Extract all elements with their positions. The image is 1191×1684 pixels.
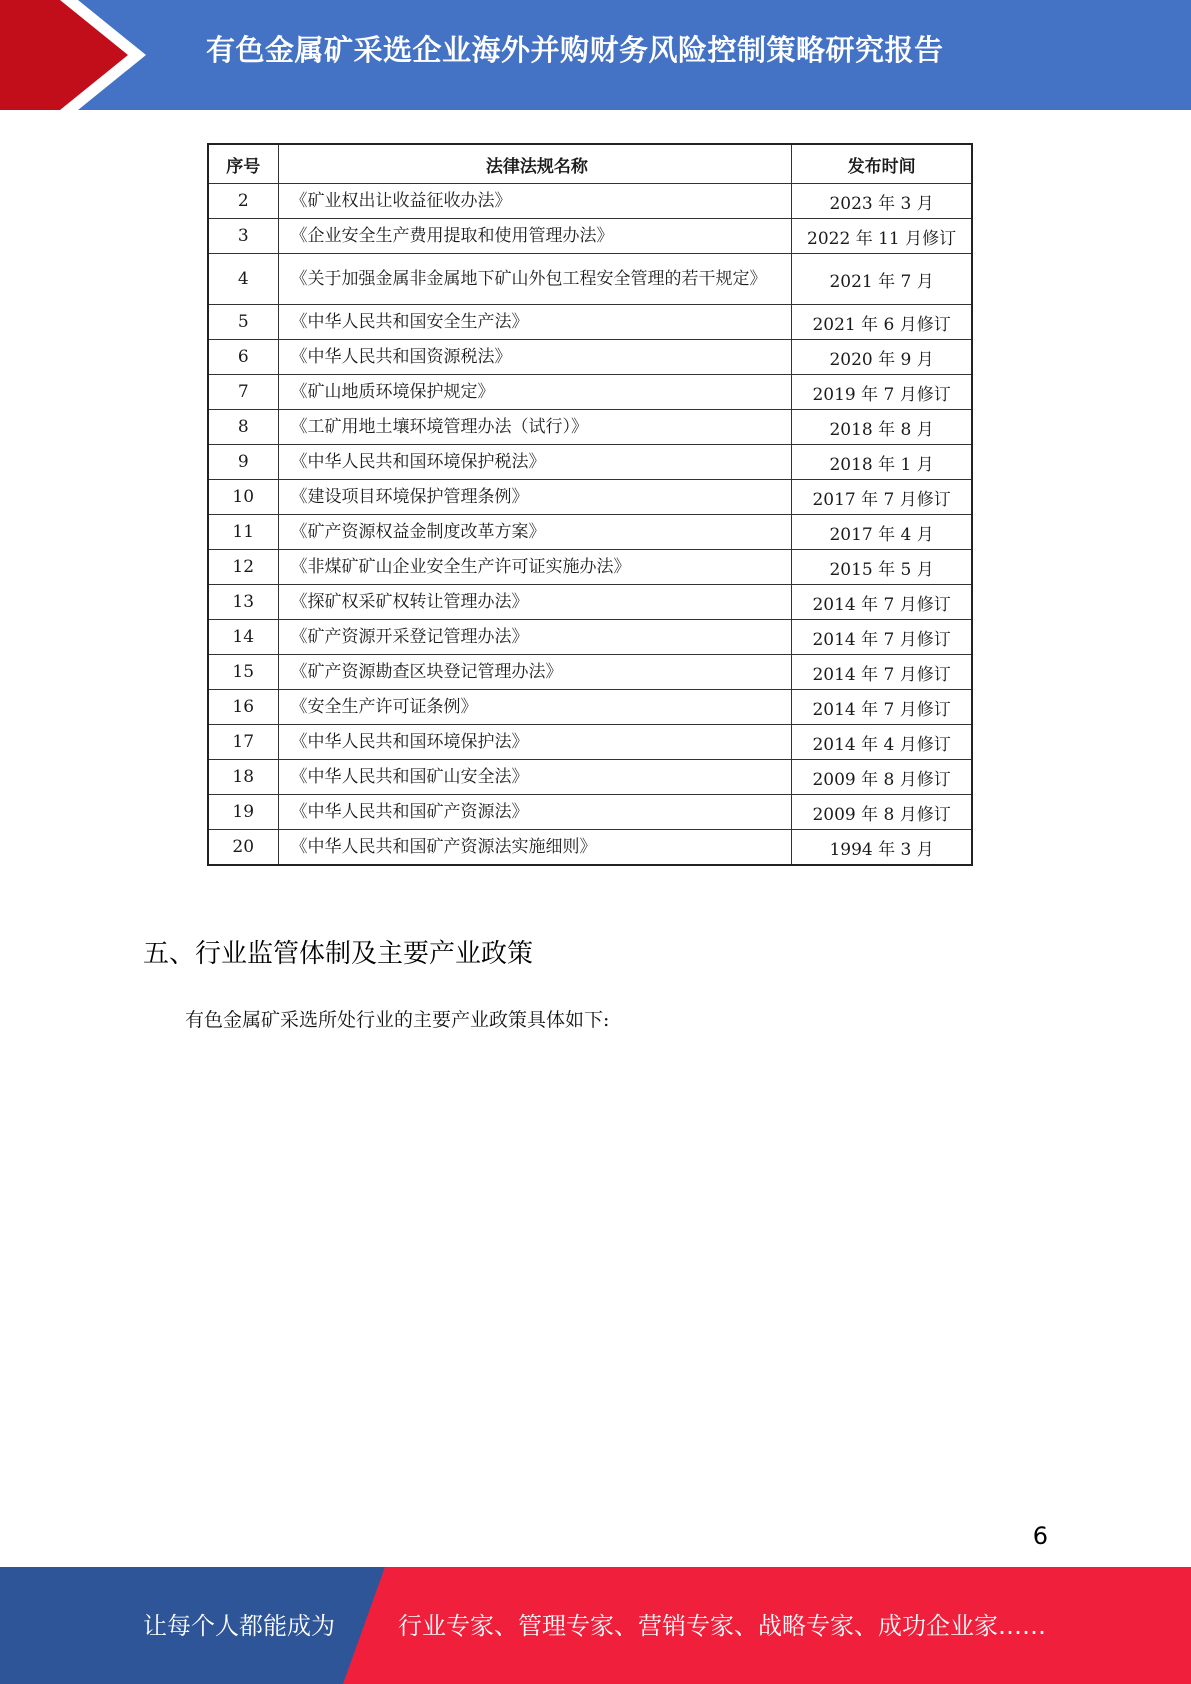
cell-serial-number: 3 bbox=[208, 219, 278, 254]
cell-serial-number: 2 bbox=[208, 184, 278, 219]
table-row bbox=[208, 254, 972, 305]
table-header-row bbox=[208, 144, 972, 184]
table-row bbox=[208, 830, 972, 866]
cell-regulation-name: 《企业安全生产费用提取和使用管理办法》 bbox=[278, 219, 792, 254]
table-row bbox=[208, 219, 972, 254]
table-row bbox=[208, 445, 972, 480]
table-row bbox=[208, 184, 972, 219]
cell-regulation-name: 《矿产资源开采登记管理办法》 bbox=[278, 620, 792, 655]
page-number: 6 bbox=[1032, 1522, 1048, 1550]
cell-publish-date: 2014 年 7 月修订 bbox=[792, 690, 972, 725]
cell-regulation-name: 《矿山地质环境保护规定》 bbox=[278, 375, 792, 410]
cell-regulation-name: 《探矿权采矿权转让管理办法》 bbox=[278, 585, 792, 620]
cell-regulation-name: 《中华人民共和国矿产资源法实施细则》 bbox=[278, 830, 792, 866]
cell-publish-date: 2009 年 8 月修订 bbox=[792, 760, 972, 795]
cell-serial-number: 20 bbox=[208, 830, 278, 866]
cell-serial-number: 8 bbox=[208, 410, 278, 445]
table-row bbox=[208, 550, 972, 585]
cell-publish-date: 2017 年 7 月修订 bbox=[792, 480, 972, 515]
header-regulation-name: 法律法规名称 bbox=[278, 144, 792, 184]
table-row bbox=[208, 515, 972, 550]
regulations-table bbox=[207, 143, 973, 866]
cell-publish-date: 2014 年 7 月修订 bbox=[792, 620, 972, 655]
cell-serial-number: 9 bbox=[208, 445, 278, 480]
table-row bbox=[208, 620, 972, 655]
table-row bbox=[208, 375, 972, 410]
table-row bbox=[208, 795, 972, 830]
cell-regulation-name: 《矿产资源勘查区块登记管理办法》 bbox=[278, 655, 792, 690]
cell-publish-date: 2019 年 7 月修订 bbox=[792, 375, 972, 410]
header-red-arrow bbox=[0, 0, 140, 110]
cell-serial-number: 19 bbox=[208, 795, 278, 830]
cell-regulation-name: 《中华人民共和国矿山安全法》 bbox=[278, 760, 792, 795]
cell-regulation-name: 《矿产资源权益金制度改革方案》 bbox=[278, 515, 792, 550]
cell-publish-date: 2021 年 7 月 bbox=[792, 254, 972, 305]
cell-regulation-name: 《矿业权出让收益征收办法》 bbox=[278, 184, 792, 219]
table-row bbox=[208, 690, 972, 725]
table-row bbox=[208, 410, 972, 445]
cell-serial-number: 18 bbox=[208, 760, 278, 795]
cell-serial-number: 7 bbox=[208, 375, 278, 410]
footer-slogan-right: 行业专家、管理专家、营销专家、战略专家、成功企业家…… bbox=[398, 1612, 1046, 1640]
cell-regulation-name: 《建设项目环境保护管理条例》 bbox=[278, 480, 792, 515]
cell-publish-date: 1994 年 3 月 bbox=[792, 830, 972, 866]
cell-regulation-name: 《中华人民共和国环境保护税法》 bbox=[278, 445, 792, 480]
table-body bbox=[208, 184, 972, 866]
cell-regulation-name: 《中华人民共和国资源税法》 bbox=[278, 340, 792, 375]
cell-publish-date: 2014 年 7 月修订 bbox=[792, 655, 972, 690]
cell-serial-number: 6 bbox=[208, 340, 278, 375]
table-row bbox=[208, 655, 972, 690]
cell-publish-date: 2015 年 5 月 bbox=[792, 550, 972, 585]
report-title: 有色金属矿采选企业海外并购财务风险控制策略研究报告 bbox=[206, 33, 944, 67]
cell-publish-date: 2009 年 8 月修订 bbox=[792, 795, 972, 830]
cell-publish-date: 2020 年 9 月 bbox=[792, 340, 972, 375]
cell-serial-number: 13 bbox=[208, 585, 278, 620]
cell-serial-number: 4 bbox=[208, 254, 278, 305]
cell-serial-number: 5 bbox=[208, 305, 278, 340]
header-serial-number: 序号 bbox=[208, 144, 278, 184]
table-row bbox=[208, 305, 972, 340]
cell-publish-date: 2014 年 7 月修订 bbox=[792, 585, 972, 620]
cell-publish-date: 2022 年 11 月修订 bbox=[792, 219, 972, 254]
table-row bbox=[208, 480, 972, 515]
cell-regulation-name: 《中华人民共和国矿产资源法》 bbox=[278, 795, 792, 830]
cell-serial-number: 10 bbox=[208, 480, 278, 515]
cell-publish-date: 2017 年 4 月 bbox=[792, 515, 972, 550]
section-paragraph: 有色金属矿采选所处行业的主要产业政策具体如下: bbox=[185, 1009, 610, 1031]
cell-regulation-name: 《工矿用地土壤环境管理办法（试行）》 bbox=[278, 410, 792, 445]
table-row bbox=[208, 725, 972, 760]
cell-serial-number: 11 bbox=[208, 515, 278, 550]
page-footer bbox=[0, 1567, 1191, 1684]
cell-regulation-name: 《中华人民共和国环境保护法》 bbox=[278, 725, 792, 760]
section-heading: 五、行业监管体制及主要产业政策 bbox=[143, 939, 534, 969]
table-row bbox=[208, 340, 972, 375]
cell-publish-date: 2014 年 4 月修订 bbox=[792, 725, 972, 760]
footer-slogan-left: 让每个人都能成为 bbox=[143, 1612, 335, 1640]
page-header bbox=[0, 0, 1191, 110]
cell-publish-date: 2021 年 6 月修订 bbox=[792, 305, 972, 340]
cell-publish-date: 2023 年 3 月 bbox=[792, 184, 972, 219]
table-row bbox=[208, 760, 972, 795]
cell-serial-number: 14 bbox=[208, 620, 278, 655]
cell-regulation-name: 《关于加强金属非金属地下矿山外包工程安全管理的若干规定》 bbox=[278, 254, 792, 305]
cell-publish-date: 2018 年 8 月 bbox=[792, 410, 972, 445]
cell-regulation-name: 《中华人民共和国安全生产法》 bbox=[278, 305, 792, 340]
cell-regulation-name: 《安全生产许可证条例》 bbox=[278, 690, 792, 725]
cell-serial-number: 16 bbox=[208, 690, 278, 725]
cell-serial-number: 15 bbox=[208, 655, 278, 690]
cell-serial-number: 12 bbox=[208, 550, 278, 585]
cell-serial-number: 17 bbox=[208, 725, 278, 760]
cell-publish-date: 2018 年 1 月 bbox=[792, 445, 972, 480]
cell-regulation-name: 《非煤矿矿山企业安全生产许可证实施办法》 bbox=[278, 550, 792, 585]
header-publish-date: 发布时间 bbox=[792, 144, 972, 184]
table-row bbox=[208, 585, 972, 620]
